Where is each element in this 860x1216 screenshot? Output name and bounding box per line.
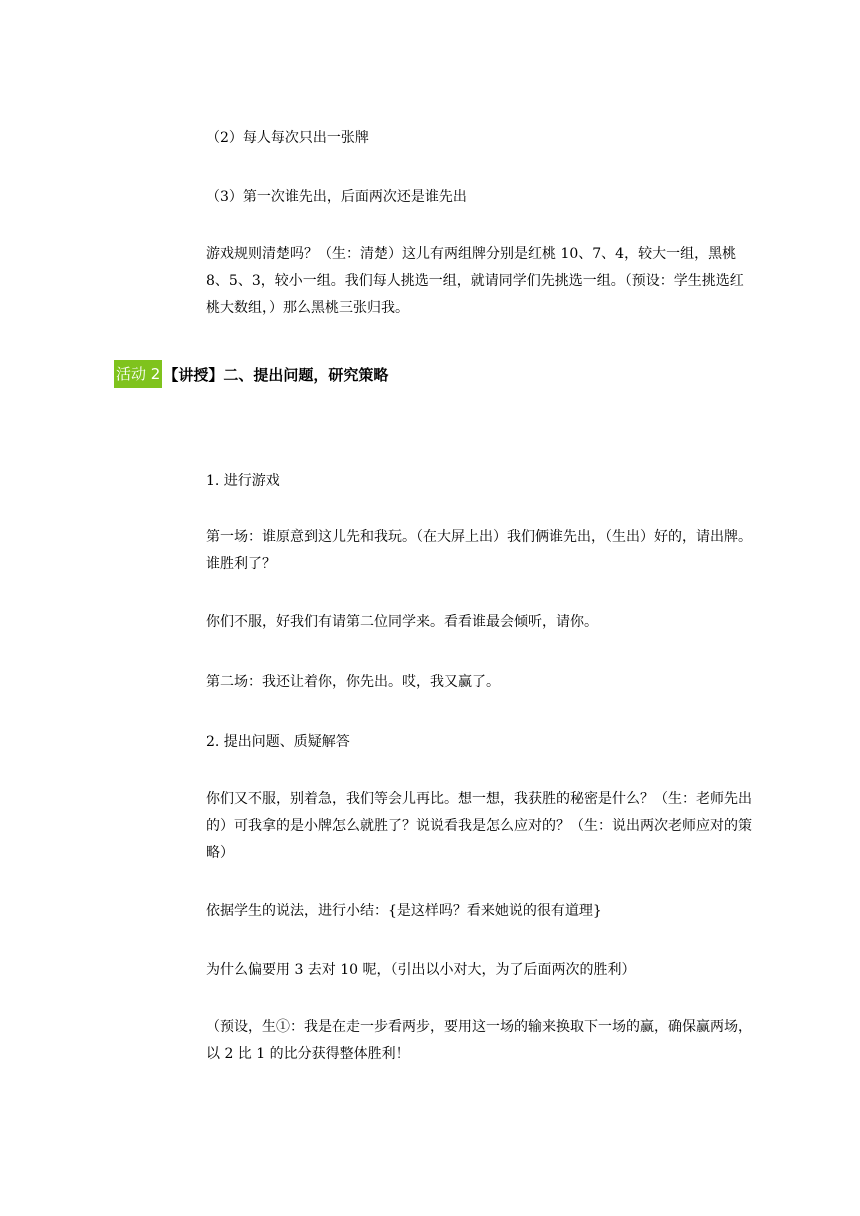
rules-paragraph: 游戏规则清楚吗？（生：清楚）这儿有两组牌分别是红桃 10、7、4，较大一组，黑桃 8、5、3，较小一组。我们每人挑选一组，就请同学们先挑选一组。（预设：学生挑选红桃大数组，）那么黑桃三张归我。 [206, 246, 744, 316]
step-1-heading: 1. 进行游戏 [206, 473, 280, 489]
question-paragraph: 你们又不服，别着急，我们等会儿再比。想一想，我获胜的秘密是什么？（生：老师先出的）可我拿的是小牌怎么就胜了？说说看我是怎么应对的？（生：说出两次老师应对的策略） [206, 791, 752, 861]
rule-item-2: （2）每人每次只出一张牌 [206, 130, 369, 146]
rule-item-3: （3）第一次谁先出，后面两次还是谁先出 [206, 189, 467, 205]
why-paragraph: 为什么偏要用 3 去对 10 呢，（引出以小对大，为了后面两次的胜利） [206, 962, 636, 978]
round-2-intro-paragraph: 你们不服，好我们有请第二位同学来。看看谁最会倾听，请你。 [206, 614, 598, 630]
round-2-paragraph: 第二场：我还让着你，你先出。哎，我又赢了。 [206, 674, 500, 690]
step-2-heading: 2. 提出问题、质疑解答 [206, 734, 350, 750]
section-heading [114, 360, 388, 388]
activity-tag: 活动 2 [114, 360, 162, 388]
section-title: 【讲授】二、提出问题，研究策略 [163, 365, 389, 384]
prediction-paragraph: （预设，生①：我是在走一步看两步，要用这一场的输来换取下一场的赢，确保赢两场，以 2 比 1 的比分获得整体胜利！ [206, 1019, 752, 1062]
summary-paragraph: 依据学生的说法，进行小结：{是这样吗？看来她说的很有道理} [206, 903, 602, 919]
round-1-paragraph: 第一场：谁原意到这儿先和我玩。（在大屏上出）我们俩谁先出，（生出）好的，请出牌。谁胜利了？ [206, 529, 752, 572]
